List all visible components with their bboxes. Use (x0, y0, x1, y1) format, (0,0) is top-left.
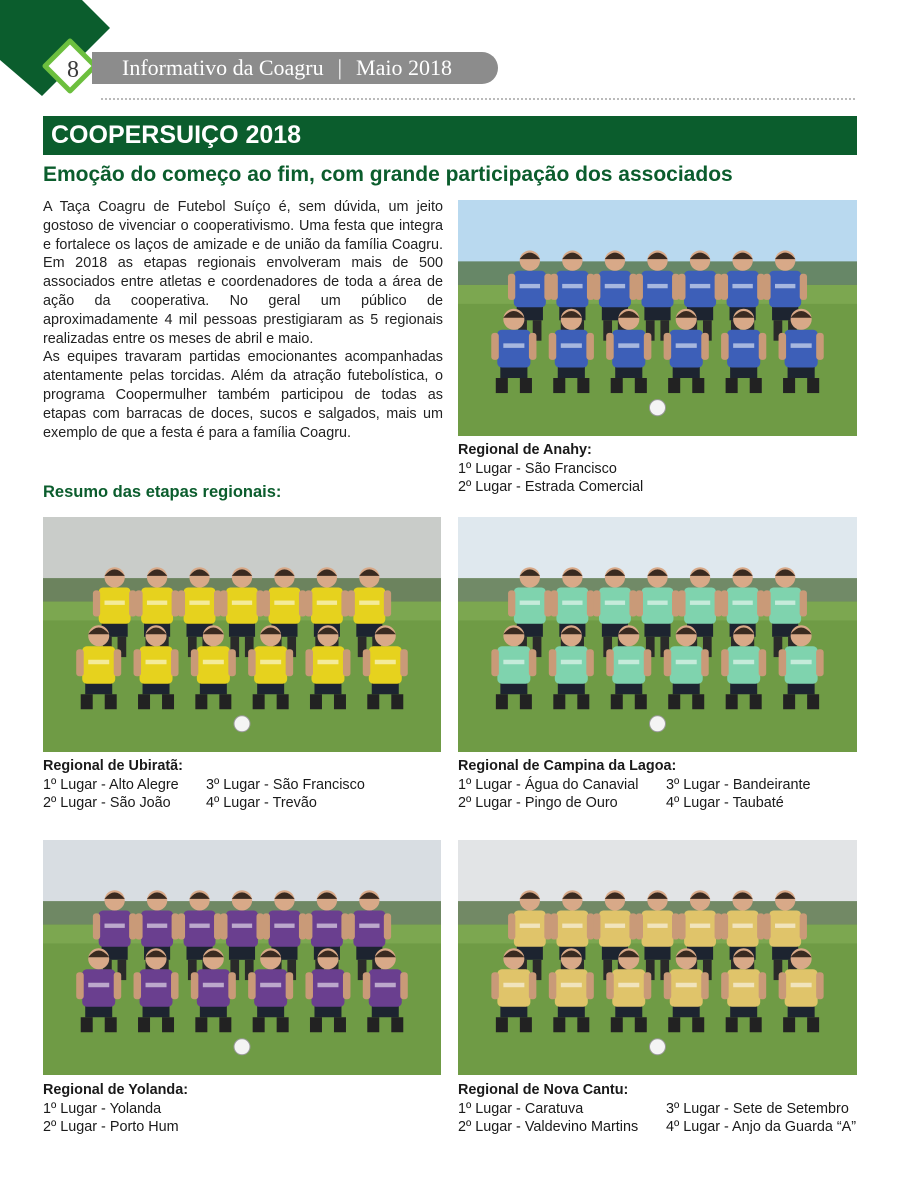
dotted-divider (100, 97, 856, 101)
caption-place: 3º Lugar - São Francisco (206, 776, 365, 793)
caption-place: 2º Lugar - Pingo de Ouro (458, 795, 618, 811)
caption-anahy (458, 441, 643, 497)
article-subtitle: Emoção do começo ao fim, com grande participação dos associados (43, 163, 733, 186)
caption-place: 1º Lugar - Alto Alegre (43, 776, 179, 793)
article-title: COOPERSUIÇO 2018 (43, 116, 857, 155)
publication-name: Informativo da Coagru (122, 55, 324, 80)
resumo-heading: Resumo das etapas regionais: (43, 483, 282, 501)
caption-place: 4º Lugar - Taubaté (666, 795, 784, 811)
caption-campina (458, 757, 810, 813)
article-body (43, 198, 443, 442)
caption-place: 1º Lugar - Água do Canavial (458, 776, 639, 793)
caption-title: Regional de Yolanda: (43, 1082, 188, 1098)
photo-regional-yolanda (43, 840, 441, 1075)
photo-regional-novacantu (458, 840, 857, 1075)
caption-title: Regional de Anahy: (458, 442, 592, 458)
photo-regional-ubirata (43, 517, 441, 752)
caption-novacantu (458, 1081, 856, 1137)
caption-yolanda (43, 1081, 188, 1137)
publication-header (92, 52, 498, 84)
caption-place: 4º Lugar - Anjo da Guarda “A” (666, 1119, 857, 1135)
body-paragraph: As equipes travaram partidas emocionantes acompanhadas atentamente pelas torcidas. Além da atração futebolística, o programa Coopermulher também participou de todas as etapas com barracas de doces, sucos e salgados, mais um exemplo de que a festa é para a família Coagru. (43, 349, 443, 441)
caption-place: 2º Lugar - Estrada Comercial (458, 479, 644, 495)
caption-title: Regional de Nova Cantu: (458, 1082, 629, 1098)
caption-place: 1º Lugar - Yolanda (43, 1100, 162, 1117)
caption-place: 1º Lugar - São Francisco (458, 460, 617, 477)
photo-regional-anahy (458, 200, 857, 436)
caption-place: 3º Lugar - Sete de Setembro (666, 1100, 849, 1117)
caption-place: 3º Lugar - Bandeirante (666, 776, 811, 793)
caption-place: 2º Lugar - Porto Hum (43, 1119, 179, 1135)
caption-place: 4º Lugar - Trevão (206, 795, 317, 811)
caption-title: Regional de Campina da Lagoa: (458, 758, 677, 774)
issue-date: Maio 2018 (356, 55, 452, 80)
caption-place: 2º Lugar - São João (43, 795, 171, 811)
caption-title: Regional de Ubiratã: (43, 758, 183, 774)
caption-ubirata (43, 757, 365, 813)
photo-regional-campina (458, 517, 857, 752)
caption-place: 2º Lugar - Valdevino Martins (458, 1119, 639, 1135)
header-separator: | (337, 55, 343, 80)
body-paragraph: A Taça Coagru de Futebol Suíço é, sem dúvida, um jeito gostoso de vivenciar o cooperativismo. Uma festa que integra e fortalece os laços de amizade e de união da família Coagru. Em 2018 as etapas regionais envolveram mais de 500 associados entre atletas e coordenadores de toda a área de ação da cooperativa. No geral um público de aproximadamente 4 mil pessoas prestigiaram as 5 regionais realizadas entre os meses de abril e maio. (43, 199, 443, 347)
caption-place: 1º Lugar - Caratuva (458, 1100, 584, 1117)
page-number: 8 (67, 57, 79, 83)
